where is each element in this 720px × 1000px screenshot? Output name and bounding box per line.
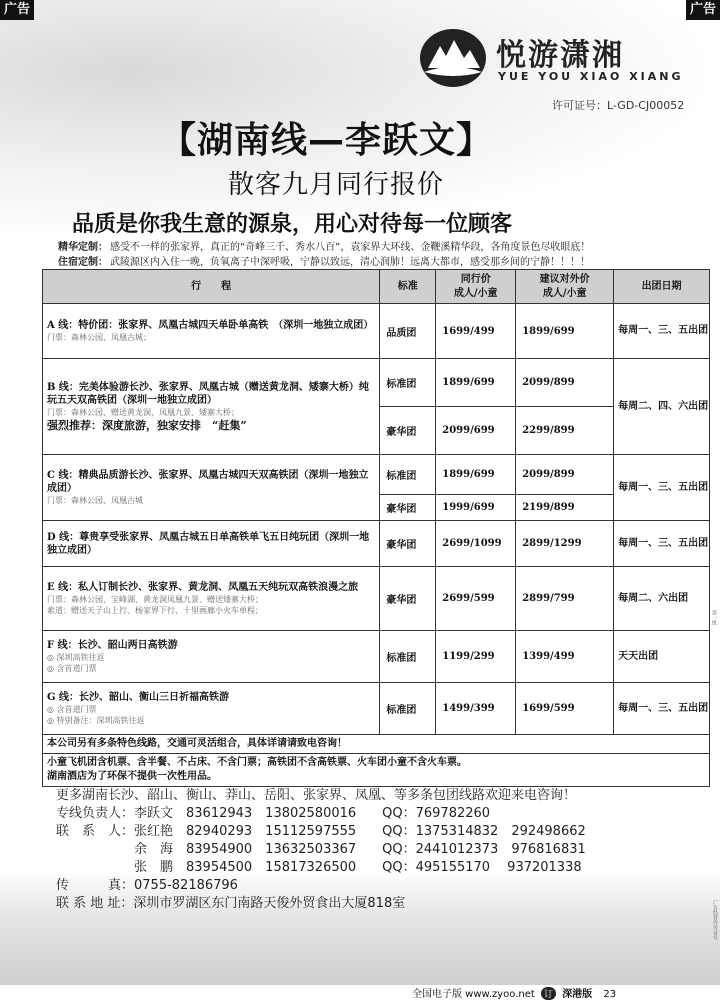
table-row [43, 631, 710, 683]
retail-price-cell: 1899/699 [516, 304, 614, 359]
header-route: 行 程 [43, 270, 380, 304]
route-note: ◎ 深圳高铁往返 [47, 653, 105, 662]
table-row [43, 567, 710, 631]
standard-cell: 豪华团 [380, 495, 436, 521]
footer-note: 小童飞机团含机票、含半餐、不占床、不含门票；高铁团不含高铁票、火车团小童不含火车票。 [47, 757, 467, 768]
header-peer-price [436, 270, 516, 304]
route-note: 门票：森林公园、凤凰古城 [47, 496, 143, 505]
standard-cell: 豪华团 [380, 567, 436, 631]
header-standard: 标准 [380, 270, 436, 304]
standard-cell: 豪华团 [380, 521, 436, 567]
peer-price-cell: 1499/399 [436, 683, 516, 735]
retail-price-cell: 2299/899 [516, 407, 614, 455]
route-note: ◎ 含首道门票 [47, 664, 97, 673]
route-title: G 线：长沙、韶山、衡山三日祈福高铁游 [47, 692, 230, 703]
departure-cell: 每周一、三、五出团 [614, 304, 710, 359]
retail-price-cell: 1399/499 [516, 631, 614, 683]
route-cell [43, 567, 380, 631]
footer-badge: 订 [541, 987, 556, 1000]
contact-info [56, 787, 586, 913]
departure-cell: 天天出团 [614, 631, 710, 683]
contact-line: 联 系 人：张红艳 82940293 15112597555 QQ：1375314832 292498662 [56, 824, 586, 839]
standard-cell: 标准团 [380, 631, 436, 683]
contact-line: 联 系 地 址：深圳市罗湖区东门南路天俊外贸食出大厦818室 [56, 896, 406, 911]
custom-text: 武陵源区内入住一晚，负氧离子中深呼吸，宁静以致远，清心润肺！远离大都市，感受那乡间的宁静！！！！ [110, 257, 590, 268]
table-footer-row [43, 754, 710, 787]
ad-label-right: 广告 [686, 0, 720, 20]
custom-label: 精华定制： [58, 242, 108, 253]
custom-label: 住宿定制： [58, 257, 108, 268]
table-row [43, 359, 710, 407]
route-title: B 线：完美体验游长沙、张家界、凤凰古城（赠送黄龙洞、矮寨大桥）纯玩五天双高铁团（深圳一地独立成团） [47, 381, 369, 406]
route-title: A 线：特价团：张家界、凤凰古城四天单卧单高铁 （深圳一地独立成团） [47, 320, 374, 331]
contact-line: 余 海 83954900 13632503367 QQ：2441012373 976816831 [56, 842, 586, 857]
header-peer-label: 同行价 [460, 273, 491, 285]
route-title: F 线：长沙、韶山两日高铁游 [47, 640, 178, 651]
peer-price-cell: 2099/699 [436, 407, 516, 455]
page-subtitle: 散客九月同行报价 [228, 170, 445, 200]
departure-cell: 每周一、三、五出团 [614, 683, 710, 735]
retail-price-cell: 1699/599 [516, 683, 614, 735]
route-title: D 线：尊贵享受张家界、凤凰古城五日单高铁单飞五日纯玩团（深圳一地独立成团） [47, 531, 370, 556]
route-cell [43, 631, 380, 683]
route-price-table [42, 269, 710, 787]
route-cell [43, 455, 380, 521]
table-row [43, 521, 710, 567]
footer-note: 湖南酒店为了环保不提供一次性用品。 [47, 771, 217, 782]
route-note: ◎ 特别备注：深圳高铁往返 [47, 716, 145, 725]
peer-price-cell: 1699/499 [436, 304, 516, 359]
standard-cell: 豪华团 [380, 407, 436, 455]
peer-price-cell: 1899/699 [436, 359, 516, 407]
contact-line: 专线负责人：李跃文 83612943 13802580016 QQ：769782260 [56, 806, 491, 821]
page-footer [412, 985, 616, 1000]
page-title: 【湖南线—李跃文】 [160, 120, 494, 161]
footer-site: 全国电子版 www.zyoo.net [412, 989, 535, 1000]
departure-cell: 每周二、六出团 [614, 567, 710, 631]
standard-cell: 标准团 [380, 359, 436, 407]
mountain-logo-icon [418, 26, 488, 90]
table-row [43, 304, 710, 359]
slogan: 品质是你我生意的源泉，用心对待每一位顾客 [72, 211, 513, 237]
retail-price-cell: 2899/1299 [516, 521, 614, 567]
retail-price-cell: 2099/899 [516, 359, 614, 407]
side-note-bottom: 广告经营许可证号 [712, 900, 718, 940]
custom-line [58, 240, 590, 255]
retail-price-cell: 2199/899 [516, 495, 614, 521]
route-note: 门票：森林公园、宝峰湖、黄龙洞凤凰九景、赠送矮寨大桥； [47, 595, 263, 604]
custom-text: 感受不一样的张家界，真正的“奇峰三千、秀水八百”，袁家界大环线、金鞭溪精华段，各角度景色尽收眼底！ [110, 242, 591, 253]
footer-edition: 深港版 [562, 989, 593, 1000]
page-number: 23 [603, 989, 617, 1000]
header-peer-unit: 成人/小童 [453, 287, 498, 299]
table-header-row [43, 270, 710, 304]
route-note: 门票：森林公园、凤凰古城； [47, 333, 151, 342]
route-cell [43, 683, 380, 735]
route-title: C 线：精典品质游长沙、张家界、凤凰古城四天双高铁团（深圳一地独立成团） [47, 470, 369, 494]
route-cell [43, 359, 380, 455]
route-cell [43, 304, 380, 359]
table-footer-row [43, 735, 710, 754]
custom-highlights [58, 240, 590, 270]
footer-note-block [43, 754, 710, 787]
table-row [43, 455, 710, 495]
route-note: ◎ 含首道门票 [47, 705, 97, 714]
retail-price-cell: 2899/799 [516, 567, 614, 631]
custom-line [58, 255, 590, 270]
route-cell [43, 521, 380, 567]
peer-price-cell: 1999/699 [436, 495, 516, 521]
peer-price-cell: 1899/699 [436, 455, 516, 495]
ad-label-left: 广告 [0, 0, 34, 20]
contact-line: 传 真：0755-82186796 [56, 878, 238, 893]
standard-cell: 品质团 [380, 304, 436, 359]
peer-price-cell: 1199/299 [436, 631, 516, 683]
header-departure: 出团日期 [614, 270, 710, 304]
side-note-top: 第一批 [711, 610, 717, 625]
departure-cell: 每周一、三、五出团 [614, 455, 710, 521]
departure-cell: 每周一、三、五出团 [614, 521, 710, 567]
peer-price-cell: 2699/599 [436, 567, 516, 631]
brand-name-en: YUE YOU XIAO XIANG [498, 70, 684, 83]
retail-price-cell: 2099/899 [516, 455, 614, 495]
table-row [43, 683, 710, 735]
brand-name-cn: 悦游潇湘 [496, 38, 624, 73]
departure-cell: 每周二、四、六出团 [614, 359, 710, 455]
brand-logo [412, 24, 694, 94]
license-number: 许可证号：L-GD-CJ00052 [552, 99, 685, 112]
standard-cell: 标准团 [380, 455, 436, 495]
header-retail-label: 建议对外价 [539, 273, 590, 285]
footer-note: 本公司另有多条特色线路，交通可灵活组合，具体详请请致电咨询！ [43, 735, 710, 754]
route-highlight: 强烈推荐：深度旅游，独家安排 “赶集” [47, 418, 247, 432]
contact-line: 张 鹏 83954500 15817326500 QQ：495155170 937201338 [56, 860, 582, 875]
route-note: 索道：赠送天子山上行、杨家界下行、十里画廊小火车单程； [47, 606, 263, 615]
contact-line: 更多湖南长沙、韶山、衡山、莽山、岳阳、张家界、凤凰、等多条包团线路欢迎来电咨询！ [56, 788, 577, 803]
route-note: 门票：森林公园、赠送黄龙洞、凤凰九景、矮寨大桥； [47, 407, 239, 417]
peer-price-cell: 2699/1099 [436, 521, 516, 567]
standard-cell: 标准团 [380, 683, 436, 735]
header-retail-price [516, 270, 614, 304]
route-title: E 线：私人订制长沙、张家界、黄龙洞、凤凰五天纯玩双高铁浪漫之旅 [47, 582, 359, 593]
header-retail-unit: 成人/小童 [542, 287, 587, 299]
